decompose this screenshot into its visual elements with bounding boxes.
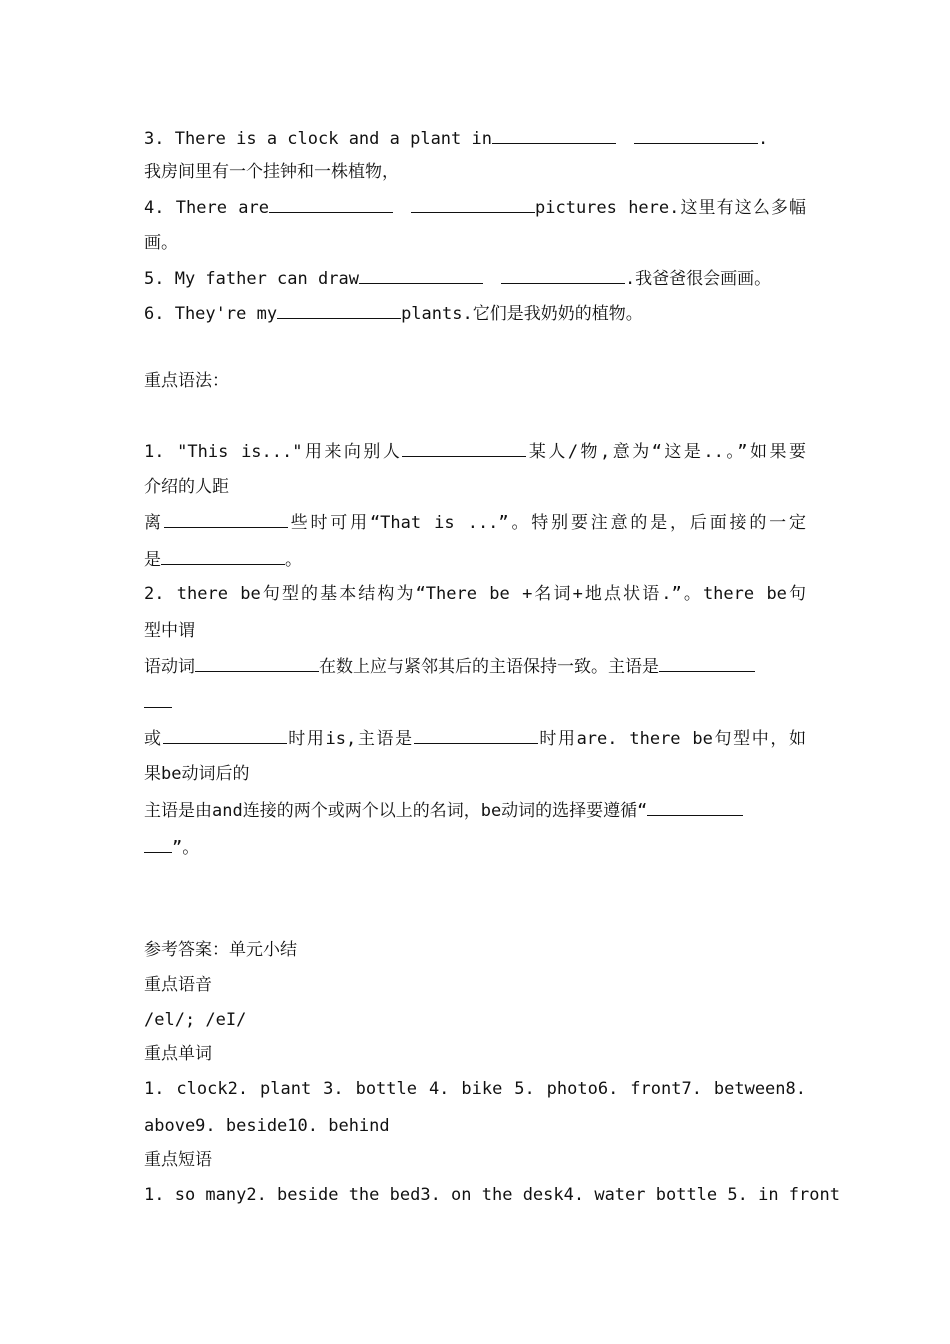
answer-blank <box>195 655 319 672</box>
answer-blank <box>277 302 401 319</box>
answers-heading: 参考答案：单元小结 <box>144 940 297 960</box>
exercise-5 <box>144 267 806 289</box>
exercise-4 <box>144 196 806 218</box>
answer-blank <box>647 799 743 816</box>
grammar-text: 语动词 <box>144 657 195 677</box>
answer-blank <box>411 196 535 213</box>
grammar-point-2-line8 <box>144 836 806 858</box>
grammar-point-1 <box>144 440 806 462</box>
answer-blank <box>269 196 393 213</box>
answer-blank <box>414 727 538 744</box>
answer-blank <box>659 655 755 672</box>
exercise-4-text: 4. There are <box>144 198 269 218</box>
answer-blank <box>161 548 285 565</box>
grammar-text: 或 <box>144 729 163 749</box>
exercise-4-mid: pictures here.这里有这么多幅 <box>535 198 806 218</box>
grammar-text: 主语是由and连接的两个或两个以上的名词，be动词的选择要遵循“ <box>144 801 648 821</box>
grammar-heading: 重点语法： <box>144 371 229 391</box>
answer-blank <box>144 836 172 853</box>
answer-blank <box>634 127 758 144</box>
grammar-point-2-line4 <box>144 691 806 713</box>
words-heading: 重点单词 <box>144 1044 212 1064</box>
grammar-point-2-cont: 型中谓 <box>144 621 195 641</box>
grammar-point-2-line7 <box>144 799 806 821</box>
answer-blank <box>164 511 288 528</box>
grammar-text: 时用are. there be句型中，如 <box>537 729 806 749</box>
answer-blank <box>163 727 287 744</box>
exercise-3-end: . <box>758 129 769 149</box>
grammar-text: 时用is,主语是 <box>286 729 414 749</box>
grammar-text: 离 <box>144 513 164 533</box>
phrases-line-1: 1. so many2. beside the bed3. on the desk4. water bottle 5. in front <box>144 1185 840 1205</box>
grammar-text: ”。 <box>172 838 200 858</box>
grammar-point-2: 2. there be句型的基本结构为“There be +名词+地点状语.”。there be句 <box>144 584 806 604</box>
exercise-3-text: 3. There is a clock and a plant in <box>144 129 492 149</box>
exercise-6 <box>144 302 806 324</box>
answer-blank <box>492 127 616 144</box>
grammar-text: 。 <box>285 550 302 570</box>
exercise-6-end: plants.它们是我奶奶的植物。 <box>401 304 643 324</box>
phrases-heading: 重点短语 <box>144 1150 212 1170</box>
exercise-3-translation: 我房间里有一个挂钟和一株植物， <box>144 162 399 182</box>
grammar-text: 些时可用“That is ...”。特别要注意的是，后面接的一定 <box>287 513 806 533</box>
exercise-5-text: 5. My father can draw <box>144 269 359 289</box>
exercise-6-text: 6. They're my <box>144 304 278 324</box>
pronunciation-heading: 重点语音 <box>144 975 212 995</box>
exercise-4-continuation: 画。 <box>144 233 178 253</box>
grammar-text: 某人/物,意为“这是..。”如果要 <box>526 442 806 462</box>
exercise-5-end: .我爸爸很会画画。 <box>624 269 772 289</box>
answer-blank <box>359 267 483 284</box>
words-line-2: above9. beside10. behind <box>144 1116 390 1136</box>
grammar-text: 1. "This is..."用来向别人 <box>144 442 403 462</box>
grammar-point-2-line3 <box>144 655 806 677</box>
grammar-point-2-line5 <box>144 727 806 749</box>
grammar-point-1-line4 <box>144 548 806 570</box>
grammar-point-1-line3 <box>144 511 806 533</box>
answer-blank <box>144 691 172 708</box>
grammar-text: 是 <box>144 550 161 570</box>
answer-blank <box>402 440 526 457</box>
grammar-point-2-line6: 果be动词后的 <box>144 764 250 784</box>
pronunciation-value: /el/; /eI/ <box>144 1010 247 1030</box>
grammar-text: 在数上应与紧邻其后的主语保持一致。主语是 <box>319 657 659 677</box>
answer-blank <box>501 267 625 284</box>
words-line-1: 1. clock2. plant 3. bottle 4. bike 5. photo6. front7. between8. <box>144 1079 806 1099</box>
grammar-point-1-cont: 介绍的人距 <box>144 477 229 497</box>
exercise-3 <box>144 127 806 149</box>
